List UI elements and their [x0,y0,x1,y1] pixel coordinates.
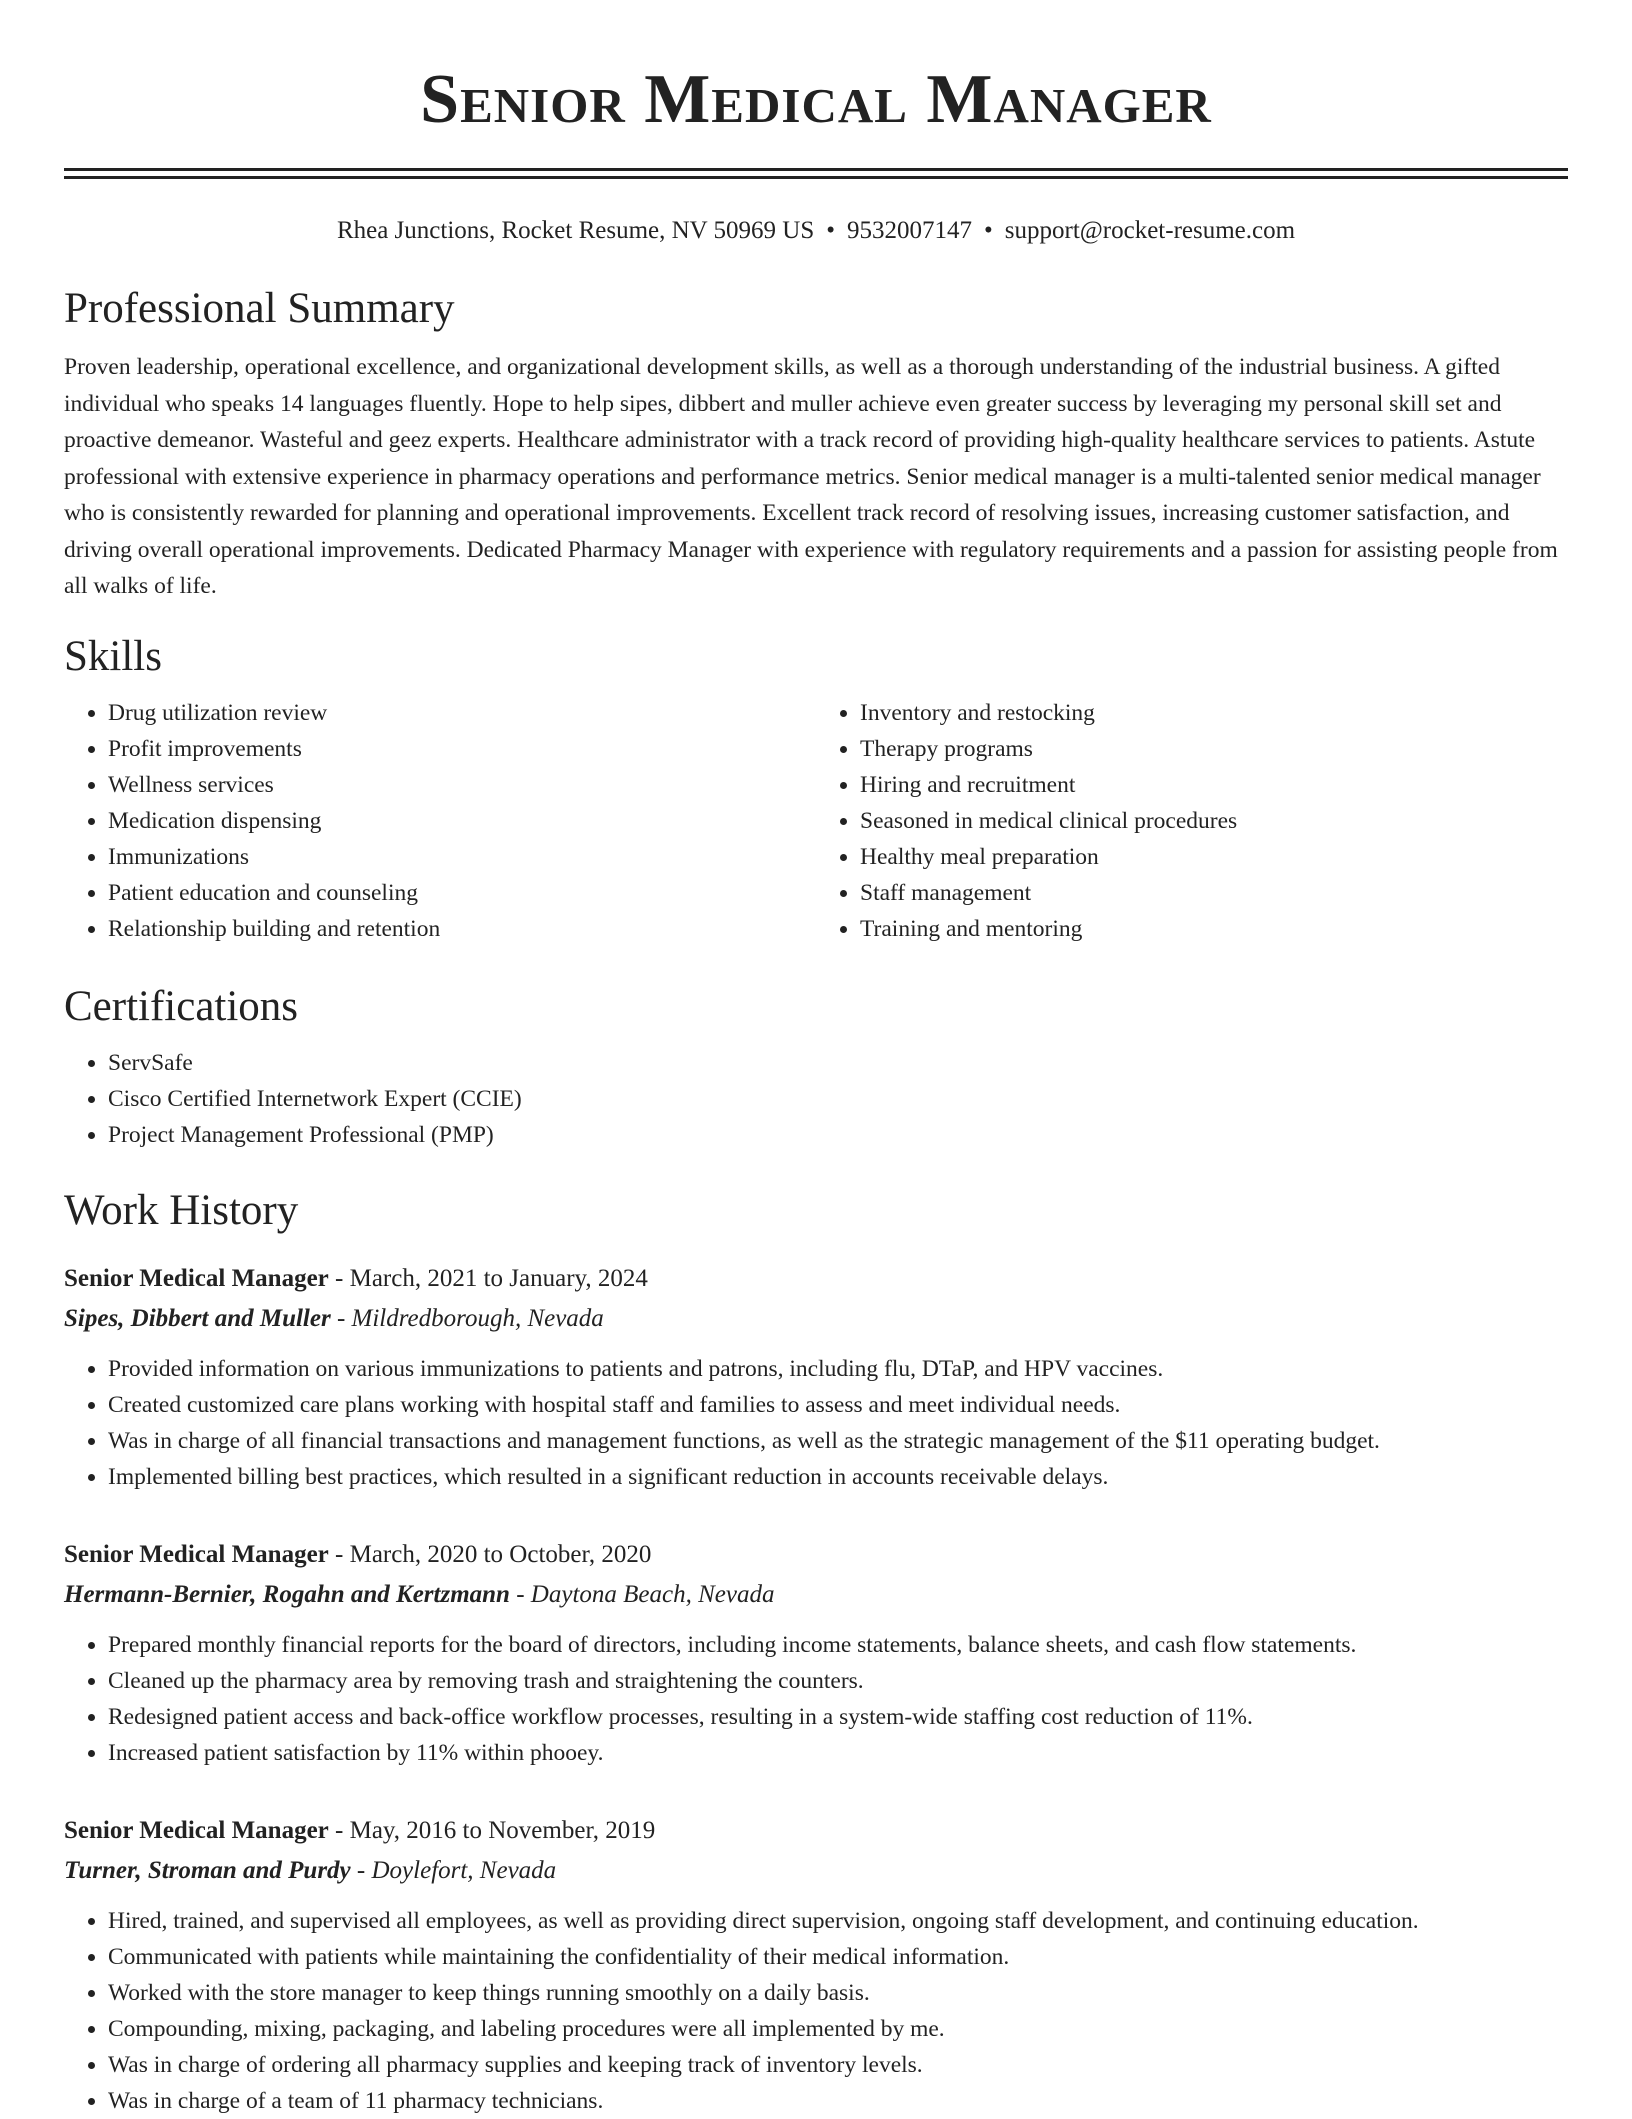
job-bullet: • Redesigned patient access and back-office workflow processes, resulting in a system-wide staffing cost reduction of 11%. [108,1699,1568,1735]
job-role: Senior Medical Manager [64,1264,329,1292]
skills-list-left [64,695,816,947]
job-company-line [64,1575,1568,1615]
skill-item: • Hiring and recruitment [860,767,1568,803]
certifications-heading: Certifications [64,982,299,1030]
skills-list-right [816,695,1568,947]
job-role: Senior Medical Manager [64,1816,329,1844]
skills-heading: Skills [64,632,162,680]
contact-line [64,215,1568,247]
contact-phone: 9532007147 [847,217,972,244]
job-bullets [64,1903,1568,2119]
skill-item: • Profit improvements [108,731,816,767]
resume-name: Senior Medical Manager [420,61,1212,138]
job-location: - Mildredborough, Nevada [330,1304,604,1332]
certifications-list [64,1045,1568,1153]
skill-item: • Seasoned in medical clinical procedures [860,803,1568,839]
header-double-rule [64,168,1568,179]
skill-item: • Healthy meal preparation [860,839,1568,875]
skill-item: • Patient education and counseling [108,875,816,911]
skill-item: • Therapy programs [860,731,1568,767]
skill-item: • Staff management [860,875,1568,911]
job-company-line [64,1851,1568,1891]
summary-text: Proven leadership, operational excellence, and organizational development skills, as well as a thorough understanding of the industrial business. A gifted individual who speaks 14 languages fluently. Hope to help sipes, dibbert and muller achieve even greater success by leveraging my personal skill set and proactive demeanor. Wasteful and geez experts. Healthcare administrator with a track record of providing high-quality healthcare services to patients. Astute professional with extensive experience in pharmacy operations and performance metrics. Senior medical manager is a multi-talented senior medical manager who is consistently rewarded for planning and operational improvements. Excellent track record of resolving issues, increasing customer satisfaction, and driving overall operational improvements. Dedicated Pharmacy Manager with experience with regulatory requirements and a passion for assisting people from all walks of life. [64,354,1558,599]
job-bullets [64,1627,1568,1771]
contact-separator: • [984,217,993,244]
job-bullets [64,1351,1568,1495]
job-bullet: • Worked with the store manager to keep things running smoothly on a daily basis. [108,1975,1568,2011]
job-bullet: • Cleaned up the pharmacy area by removing trash and straightening the counters. [108,1663,1568,1699]
certification-item: • Cisco Certified Internetwork Expert (CCIE) [108,1081,1568,1117]
job-company-line [64,1299,1568,1339]
job-bullet: • Communicated with patients while maintaining the confidentiality of their medical information. [108,1939,1568,1975]
job-company: Turner, Stroman and Purdy [64,1856,351,1884]
work-history-heading: Work History [64,1186,299,1234]
job-bullet: • Provided information on various immunizations to patients and patrons, including flu, DTaP, and HPV vaccines. [108,1351,1568,1387]
job-entry [64,1811,1568,2119]
job-bullet: • Was in charge of a team of 11 pharmacy technicians. [108,2083,1568,2119]
skills-columns [64,695,1568,947]
certification-item: • ServSafe [108,1045,1568,1081]
job-bullet: • Was in charge of all financial transactions and management functions, as well as the strategic management of the $11 operating budget. [108,1423,1568,1459]
job-company: Hermann-Bernier, Rogahn and Kertzmann [64,1580,510,1608]
skill-item: • Drug utilization review [108,695,816,731]
contact-email: support@rocket-resume.com [1004,217,1296,244]
job-location: - Daytona Beach, Nevada [509,1580,775,1608]
job-bullet: • Hired, trained, and supervised all employees, as well as providing direct supervision, ongoing staff development, and continuing education. [108,1903,1568,1939]
certification-item: • Project Management Professional (PMP) [108,1117,1568,1153]
skill-item: • Wellness services [108,767,816,803]
job-dates: - March, 2020 to October, 2020 [328,1540,652,1568]
job-role: Senior Medical Manager [64,1540,329,1568]
skill-item: • Inventory and restocking [860,695,1568,731]
job-location: - Doylefort, Nevada [350,1856,557,1884]
job-bullet: • Implemented billing best practices, which resulted in a significant reduction in accounts receivable delays. [108,1459,1568,1495]
job-dates: - May, 2016 to November, 2019 [328,1816,656,1844]
job-dates: - March, 2021 to January, 2024 [328,1264,648,1292]
job-bullet: • Created customized care plans working with hospital staff and families to assess and meet individual needs. [108,1387,1568,1423]
job-entry [64,1535,1568,1771]
header-rule-bottom [64,176,1568,179]
contact-separator: • [826,217,835,244]
job-title-line [64,1535,1568,1575]
job-bullet: • Compounding, mixing, packaging, and labeling procedures were all implemented by me. [108,2011,1568,2047]
job-company: Sipes, Dibbert and Muller [64,1304,331,1332]
job-bullet: • Was in charge of ordering all pharmacy supplies and keeping track of inventory levels. [108,2047,1568,2083]
summary-heading: Professional Summary [64,285,455,332]
job-bullet: • Prepared monthly financial reports for the board of directors, including income statements, balance sheets, and cash flow statements. [108,1627,1568,1663]
skill-item: • Relationship building and retention [108,911,816,947]
skill-item: • Medication dispensing [108,803,816,839]
job-title-line [64,1811,1568,1851]
contact-address: Rhea Junctions, Rocket Resume, NV 50969 US [336,217,815,244]
job-entry [64,1259,1568,1495]
skill-item: • Immunizations [108,839,816,875]
job-bullet: • Increased patient satisfaction by 11% within phooey. [108,1735,1568,1771]
skill-item: • Training and mentoring [860,911,1568,947]
job-title-line [64,1259,1568,1299]
